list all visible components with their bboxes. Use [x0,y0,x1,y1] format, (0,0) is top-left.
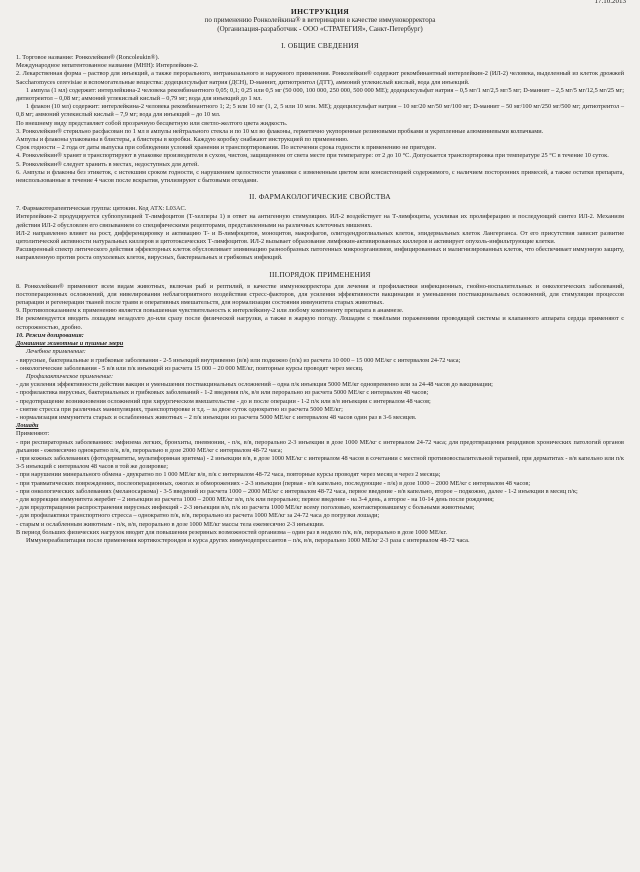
paragraph: 3. Ронколейкин® стерильно расфасован по 1 мл в ампулы нейтрального стекла и по 10 мл во флаконы, герметично укупоренные резиновыми пробками и укрепленные алюминиевыми колпачками. [16,127,544,135]
paragraph: ИЛ-2 направленно влияет на рост, дифференцировку и активацию Т- и В-лимфоцитов, моноцитов, макрофагов, олигодендроглиальных клеток, эпидермальных клеток Лангерганса. От его присутствия зависит развитие цитолитической активности натуральных киллеров и цитотоксических Т-лимфоцитов. ИЛ-2 вызывает образование лимфокин-активированных киллеров и активирует опухоль-инфильтрующие клетки. [16,229,624,246]
document-date: 17.10.2013 [594,0,626,5]
paragraph: 8. Ронколейкин® применяют всем видам животных, включая рыб и рептилий, в качестве иммунокорректора для лечения и профилактики инфекционных, гнойно-воспалительных и онкологических заболеваний, постоперационных осложнений, для нивелирования неблагоприятного воздействия стресс-факторов, для усиления эффективности вакцинации и уменьшения поствакцинальных осложнений, для стимуляции процессов репарации и регенерации тканей после травм и оперативных вмешательств, для нормализации состояния иммунитета старых животных. [16,282,624,307]
paragraph: 7. Фармакотерапевтическая группа: цитокин. Код АТХ: L03AC. [16,205,187,213]
paragraph: 10. Режим дозирования: [16,331,84,339]
paragraph: 4. Ронколейкин® хранят в транспортируют в упаковке производителя в сухом, чистом, защищенном от света месте при температуре: от 2 до 10 °С. Допускается транспортировка при температуре 25 °С в течение 10 суток. [16,152,609,160]
paragraph: Лечебное применение: [26,348,86,356]
paragraph: - для коррекции иммунитета жеребят – 2 инъекции из расчета 1000 – 2000 МЕ/кг в/в, п/к или перорально; первое введение - на 3-4 день, а второе - на 10-14 день после рождения; [16,495,494,503]
paragraph: - снятие стресса при различных манипуляциях, транспортировке и т.д. – за двое суток однократно из расчета 5000 МЕ/кг; [16,405,343,413]
paragraph: Срок годности – 2 года от даты выпуска при соблюдении условий хранения и транспортирования. По истечении срока годности к применению не пригоден. [16,144,437,152]
paragraph: - при нарушении минерального обмена - двукратно по 1 000 МЕ/кг в/в, п/к с интервалом 48-72 часа, повторные курсы проводят через месяц и через 2 месяца; [16,471,441,479]
paragraph: Лошади [16,422,39,430]
paragraph: 1 флакон (10 мл) содержит: интерлейкина-2 человека рекомбинантного 1; 2; 5 или 10 мг (1, 2, 5 или 10 млн. МЕ); додецилсульфат натрия – 10 мг/20 мг/50 мг/100 мг; D-маннит – 50 мг/100 мг/250 мг/500 мг; дитиотреитол – 0,8 мг; аммоний углекислый кислый – 7,9 мг; вода для инъекций – до 10 мл. [16,103,624,119]
paragraph: Иммунореабилитация после применения кортикостероидов и курса других иммунодепрессантов – п/к, в/в, перорально 1000 МЕ/кг 2-3 раза с интервалом 48-72 часа. [26,536,470,544]
paragraph: - для профилактики транспортного стресса – однократно п/к, в/в, перорально из расчета 1000 МЕ/кг за 24-72 часа до погрузки лошади; [16,512,380,520]
paragraph: 2. Лекарственная форма – раствор для инъекций, а также перорального, интраназального и наружного применения. Ронколейкин® содержит рекомбинантный интерлейкин-2 (ИЛ-2) человека, выделенный из клеток дрожжей Saccharomyces cerevisiae и вспомогательные вещества: додецилсульфат натрия (ДСН), D-маннит, дитиотреитол (ДТТ), аммоний углекислый кислый, вода для инъекций. [16,70,624,86]
paragraph: В период больших физических нагрузок вводят для повышения резервных возможностей организма – один раз в неделю п/к, в/в, перорально в дозе 1000 МЕ/кг. [16,528,447,536]
paragraph: - нормализация иммунитета старых и ослабленных животных – 2 п/к инъекции из расчета 5000 МЕ/кг с интервалом 48 часов один раз в 3-6 месяцев. [16,413,417,421]
paragraph: 1 ампула (1 мл) содержит: интерлейкина-2 человека рекомбинантного 0,05; 0,1; 0,25 или 0,5 мг (50 000, 100 000, 250 000, 500 000 МЕ); додецилсульфат натрия – 0,5 мг/1 мг/2,5 мг/5 мг; D-маннит – 2,5 мг/5 мг/12,5 мг/25 мг; дитиотреитол – 0,08 мг; аммоний углекислый кислый – 0,79 мг; вода для инъекций до 1 мл. [16,86,624,103]
paragraph: - для усиления эффективности действия вакцин и уменьшения поствакцинальных осложнений – одна п/к инъекция 5000 МЕ/кг одновременно или за 24-48 часов до вакцинации; [16,381,493,389]
section-heading: III.ПОРЯДОК ПРИМЕНЕНИЯ [269,269,371,279]
section-heading: II. ФАРМАКОЛОГИЧЕСКИЕ СВОЙСТВА [249,192,391,202]
paragraph: Ампулы и флаконы упакованы в блистеры, а блистеры в коробки. Каждую коробку снабжают инструкцией по применению. [16,136,349,144]
paragraph: По внешнему виду представляет собой прозрачную бесцветную или светло-желтого цвета жидкость. [16,119,288,127]
paragraph: - для предотвращения распространения вирусных инфекций - 2-3 инъекции в/в, п/к из расчета 1000 МЕ/кг всему поголовью, контактировавшему с больными животными; [16,504,475,512]
paragraph: Расширенный спектр литического действия эффекторных клеток обусловливает элиминацию разнообразных патогенных микроорганизмов, инфицированных и малигнизированных клеток, что обеспечивает иммунную защиту, направленную против роста опухолевых клеток, вирусных, бактериальных и грибковых инфекций. [16,246,624,262]
paragraph: - предотвращение возникновения осложнений при хирургическом вмешательстве - до и после операции - 1-2 п/к или в/в инъекции с интервалом 48 часов; [16,397,431,405]
paragraph: 5. Ронколейкин® следует хранить в местах, недоступных для детей. [16,160,199,168]
paragraph: - при травматических повреждениях, послеоперационных, ожогах и обморожениях - 2-3 инъекции (первая - в/в капельно, последующие - п/к) в дозе 1000 – 2000 МЕ/кг с интервалом 48 часов; [16,479,531,487]
paragraph: 9. Противопоказанием к применению является повышенная чувствительность к интерлейкину-2 или любому компоненту препарата в анамнезе. [16,307,404,315]
paragraph: - при респираторных заболеваниях: эмфизема легких, бронхиты, пневмонии, - п/к, в/в, перорально 2-3 инъекции в дозе 1000 МЕ/кг с интервалом 24-72 часа; для предотвращения рецидивов хронических патологий органов дыхания - ежемесячно однократно п/к, в/в, перорально в дозе 2000 МЕ/кг с интервалом 48-72 часа; [16,438,624,454]
paragraph: - вирусные, бактериальные и грибковые заболевания - 2-5 инъекций внутривенно (в/в) или подкожно (п/к) из расчета 10 000 – 15 000 МЕ/кг с интервалом 24-72 часа; [16,356,461,364]
paragraph: Применяют: [16,430,50,438]
paragraph: - при онкологических заболеваниях (меланосаркома) - 3-5 введений из расчета 1000 – 2000 МЕ/кг с интервалом 48-72 часа, первое введение - в/в капельно, второе – подкожно, далее - 1-2 инъекции в месяц п/к; [16,487,578,495]
paragraph: Международное непатентованное название (МНН): Интерлейкин-2. [16,62,199,70]
paragraph: Профилактическое применение: [26,372,114,380]
paragraph: Не рекомендуется вводить лошадям незадолго до-или сразу после физической нагрузки, а также в жаркую погоду. Лошадям с тяжёлыми поражениями проводящей системы и клапанного аппарата сердца применяют с осторожностью, дробно. [16,315,624,331]
paragraph: Интерлейкин-2 продуцируется субпопуляцией Т-лимфоцитов (Т-хелперы 1) в ответ на антигенную стимуляцию. ИЛ-2 воздействует на Т-лимфоциты, усиливая их пролиферацию и последующий синтез ИЛ-2. Механизм действия ИЛ-2 обусловлен его связыванием со специфическими рецепторами, представленными на различных клеточных мишенях. [16,213,624,229]
document-title: ИНСТРУКЦИЯ [290,7,350,16]
paragraph: 1. Торговое название: Ронколейкин® (Roncoleukin®). [16,54,160,61]
paragraph: - онкологические заболевания - 5 в/в или п/к инъекций из расчета 15 000 – 20 000 МЕ/кг, повторные курсы проводят через месяц. [16,364,364,372]
document-header [16,7,624,34]
section-heading: I. ОБЩИЕ СВЕДЕНИЯ [281,41,359,50]
document-subtitle: по применению Ронколейкина® в ветеринарии в качестве иммунокорректора [204,16,436,24]
document-developer: (Организация-разработчик - ООО «СТРАТЕГИЯ», Санкт-Петербург) [217,25,423,33]
paragraph: - старым и ослабленным животным - п/к, в/в, перорально в дозе 1000 МЕ/кг массы тела ежемесячно 2-3 инъекции. [16,520,325,528]
paragraph: - при кожных заболеваниях (фотодерматиты, мультиформная эритема) - 2 инъекции в/в, в дозе 1000 МЕ/кг с интервалом 48 часов в сочетании с местной противовоспалительной терапией, при дерматитах - в/в капельно или п/к 3-5 инъекций с интервалом 48 часов в той же дозировке; [16,454,624,471]
paragraph: 6. Ампулы и флаконы без этикеток, с истекшим сроком годности, с нарушением целостности упаковки с измененным цветом или консистенцией содержимого, с наличием посторонних примесей, а также остатки препарата, неиспользованные в течение 4 часов после вскрытия, утилизируют с бытовыми отходами. [16,168,624,185]
paragraph: - профилактика вирусных, бактериальных и грибковых заболеваний - 1-2 введения п/к, в/в или перорально из расчета 5000 МЕ/кг с интервалом 48 часов; [16,389,429,397]
paragraph: Домашние животные и пушные звери [16,340,124,348]
document-body [16,41,624,545]
